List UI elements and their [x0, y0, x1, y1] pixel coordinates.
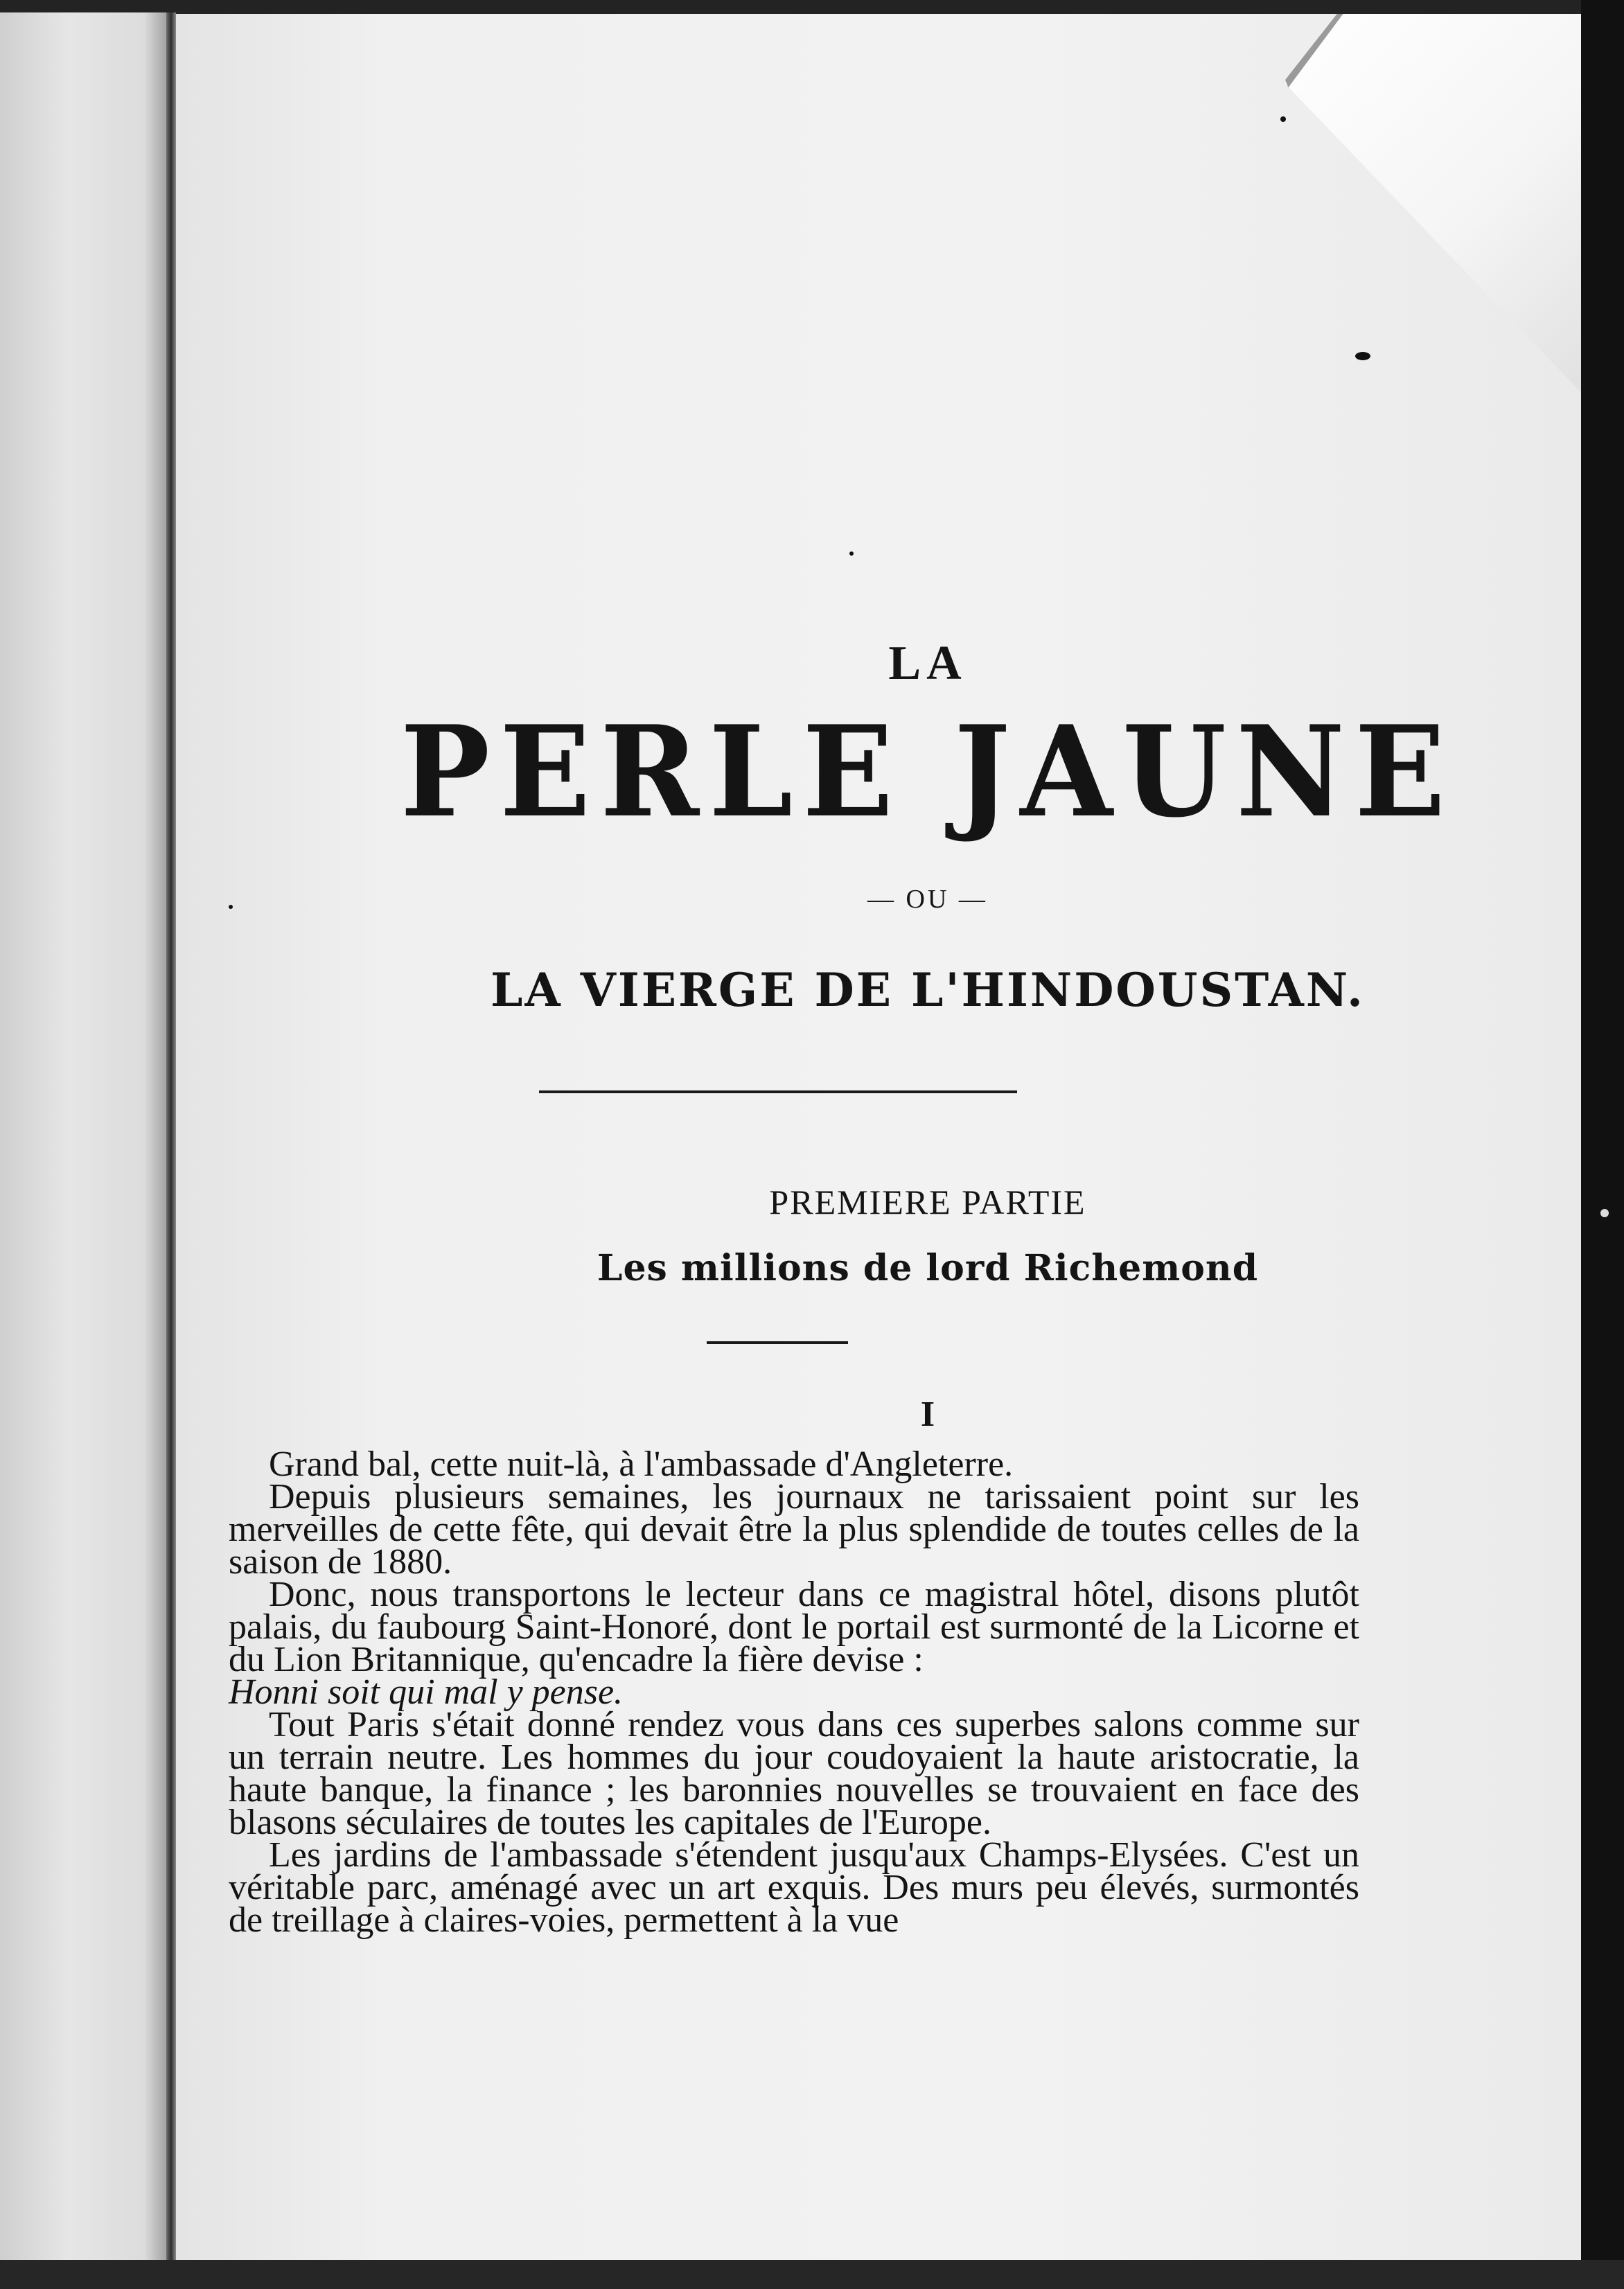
book-subtitle: LA VIERGE DE L'HINDOUSTAN. [491, 963, 1365, 1017]
paragraph-text: Donc, nous transportons le lecteur dans ce magistral hôtel, disons plutôt palais, du faubourg Saint-Honoré, dont le portail est surmonté de la Licorne et du Lion Britannique, qu'encadre la fière devise : [229, 1575, 1359, 1679]
page-content [176, 0, 1582, 2289]
part-label: PREMIERE PARTIE [769, 1183, 1086, 1221]
book-gutter [166, 12, 176, 2264]
title-article: LA [888, 637, 967, 690]
title-connector: — OU — [867, 885, 988, 914]
title-divider [539, 1090, 1017, 1093]
part-divider [707, 1341, 848, 1344]
chapter-number: I [920, 1395, 935, 1434]
paragraph: Depuis plusieurs semaines, les journaux ne tarissaient point sur les merveilles de cette fête, qui devait être la plus splendide de toutes celles de la saison de 1880. [229, 1477, 1359, 1582]
facing-page-edge [0, 12, 170, 2264]
motto: Honni soit qui mal y pense. [229, 1672, 624, 1712]
paragraph: Grand bal, cette nuit-là, à l'ambassade d'Angleterre. [269, 1444, 1014, 1484]
paragraph [229, 1575, 1359, 1712]
part-title: Les millions de lord Richemond [597, 1247, 1259, 1289]
scan-border-right [1581, 0, 1624, 2289]
paragraph: Tout Paris s'était donné rendez vous dans ces superbes salons comme sur un terrain neutre. Les hommes du jour coudoyaient la haute aristocratie, la haute banque, la finance ; les baronnies nouvelles se trouvaient en face des blasons séculaires de toutes les capitales de l'Europe. [229, 1705, 1359, 1842]
book-title: PERLE JAUNE [400, 697, 1456, 846]
paragraph: Les jardins de l'ambassade s'étendent jusqu'aux Champs-Elysées. C'est un véritable parc, aménagé avec un art exquis. Des murs peu élevés, surmontés de treillage à claires-voies, permettent à la vue [229, 1835, 1359, 1940]
body-text [229, 1444, 1359, 1940]
